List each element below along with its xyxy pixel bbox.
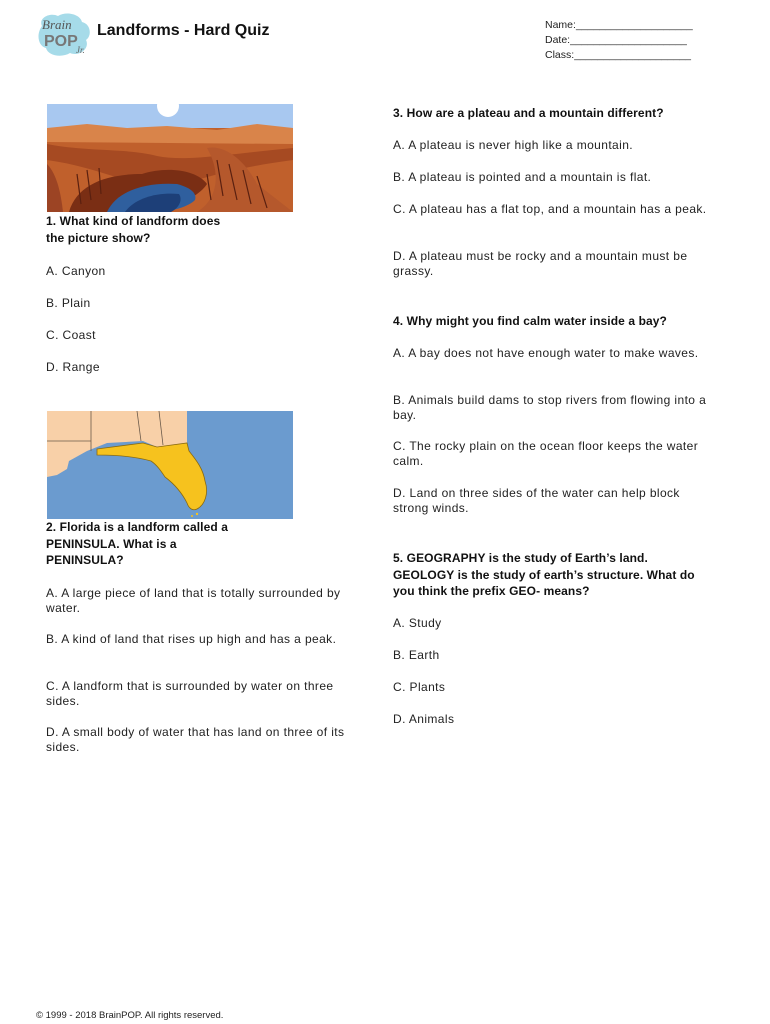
question-4-option-b[interactable]: B. Animals build dams to stop rivers from flowing into a bay. (393, 393, 707, 422)
question-4-text: 4. Why might you find calm water inside a bay? (393, 314, 667, 328)
date-label: Date: (545, 34, 571, 46)
question-2-option-b[interactable]: B. A kind of land that rises up high and has a peak. (46, 632, 337, 646)
question-3-text: 3. How are a plateau and a mountain different? (393, 106, 664, 120)
question-1-option-c[interactable]: C. Coast (46, 328, 96, 342)
question-1-text: 1. What kind of landform does the picture show? (46, 214, 221, 245)
question-1-option-a[interactable]: A. Canyon (46, 264, 106, 278)
question-5-option-d[interactable]: D. Animals (393, 712, 455, 726)
svg-text:Brain: Brain (42, 17, 72, 32)
svg-text:Jr.: Jr. (76, 45, 85, 55)
florida-map-image (47, 411, 293, 519)
class-field[interactable] (545, 48, 693, 63)
question-2-option-c[interactable]: C. A landform that is surrounded by water on three sides. (46, 679, 334, 708)
copyright-footer: © 1999 - 2018 BrainPOP. All rights reserved. (36, 1010, 224, 1021)
name-label: Name: (545, 19, 576, 31)
question-5-option-c[interactable]: C. Plants (393, 680, 446, 694)
question-2-option-d[interactable]: D. A small body of water that has land on three of its sides. (46, 725, 345, 754)
question-5-option-b[interactable]: B. Earth (393, 648, 440, 662)
class-label: Class: (545, 49, 575, 61)
question-4-option-d[interactable]: D. Land on three sides of the water can help block strong winds. (393, 486, 680, 515)
question-2-option-a[interactable]: A. A large piece of land that is totally surrounded by water. (46, 586, 341, 615)
date-field[interactable] (545, 33, 693, 48)
class-blank: ____________________ (574, 49, 691, 61)
date-blank: ____________________ (570, 34, 687, 46)
question-1-option-d[interactable]: D. Range (46, 360, 100, 374)
question-5-option-a[interactable]: A. Study (393, 616, 442, 630)
question-3-option-a[interactable]: A. A plateau is never high like a mountain. (393, 138, 634, 152)
page-title: Landforms - Hard Quiz (97, 22, 270, 39)
question-1-option-b[interactable]: B. Plain (46, 296, 91, 310)
question-2-text: 2. Florida is a landform called a PENINSULA. What is a PENINSULA? (46, 520, 229, 567)
question-3-option-b[interactable]: B. A plateau is pointed and a mountain is flat. (393, 170, 652, 184)
question-4-option-a[interactable]: A. A bay does not have enough water to make waves. (393, 346, 699, 360)
svg-text:POP: POP (44, 33, 78, 50)
question-3-option-d[interactable]: D. A plateau must be rocky and a mountain must be grassy. (393, 249, 688, 278)
question-4-option-c[interactable]: C. The rocky plain on the ocean floor keeps the water calm. (393, 439, 699, 468)
question-5-text: 5. GEOGRAPHY is the study of Earth’s land. GEOLOGY is the study of earth’s structure. What do you think the prefix GEO- means? (393, 551, 695, 598)
brainpop-jr-logo (36, 12, 92, 58)
question-3-option-c[interactable]: C. A plateau has a flat top, and a mountain has a peak. (393, 202, 707, 216)
canyon-image (47, 104, 293, 212)
name-blank: ____________________ (575, 19, 693, 31)
student-info-fields (545, 18, 693, 63)
name-field[interactable] (545, 18, 693, 33)
